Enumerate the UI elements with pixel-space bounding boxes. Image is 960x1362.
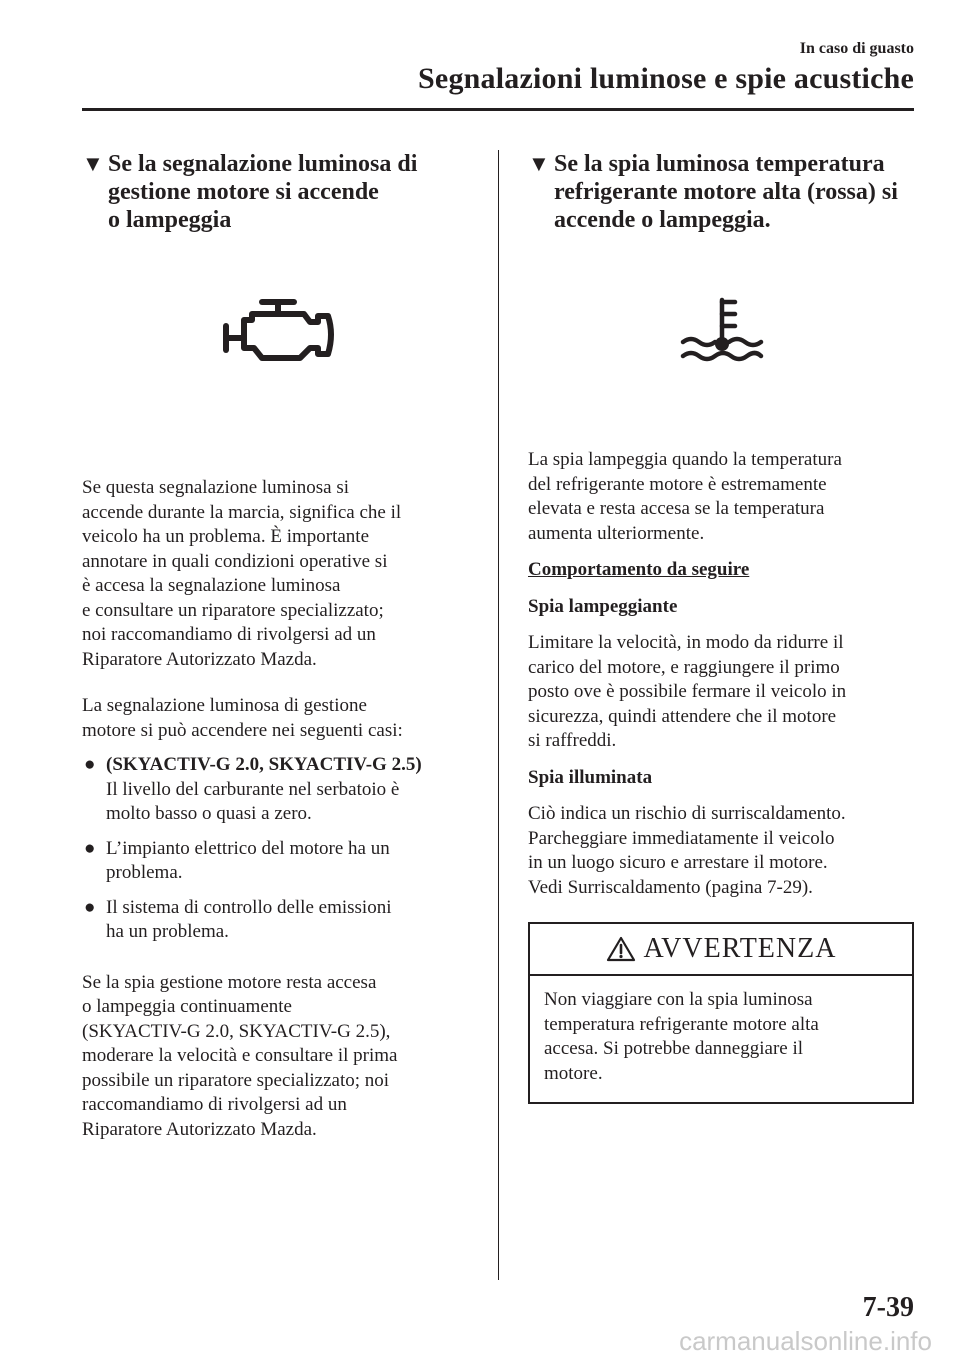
text-line: noi raccomandiamo di rivolgersi ad un (82, 624, 376, 645)
warning-label: AVVERTENZA (643, 933, 837, 964)
text-line: elevata e resta accesa se la temperatura (528, 498, 825, 519)
right-column (528, 150, 916, 1104)
engine-check-icon (222, 294, 342, 374)
coolant-icon-box (528, 234, 916, 434)
text-line: possibile un riparatore specializzato; noi (82, 1069, 390, 1091)
bullet-icon: ● (84, 754, 96, 775)
text-line: Il livello del carburante nel serbatoio è (106, 778, 400, 800)
text-line: del refrigerante motore è estremamente (528, 473, 827, 495)
left-paragraph-3 (82, 971, 482, 1143)
engine-icon-box (82, 234, 482, 434)
header-chapter: In caso di guasto (799, 40, 914, 57)
text-line: La segnalazione luminosa di gestione (82, 695, 367, 716)
list-item (82, 896, 482, 945)
text-line: ha un problema. (106, 921, 229, 942)
left-column (82, 150, 482, 1142)
text-line: è accesa la segnalazione luminosa (82, 575, 341, 596)
title-line: refrigerante motore alta (rossa) si (554, 179, 898, 205)
section-marker-icon: ▼ (82, 151, 104, 176)
right-paragraph-1 (528, 448, 916, 546)
bullet-bold-line: (SKYACTIV-G 2.0, SKYACTIV-G 2.5) (106, 754, 422, 775)
column-divider (498, 150, 499, 1280)
text-line: si raffreddi. (528, 730, 617, 751)
text-line: motore si può accendere nei seguenti casi: (82, 719, 403, 741)
text-line: Vedi Surriscaldamento (pagina 7-29). (528, 876, 813, 898)
text-line: Se questa segnalazione luminosa si (82, 477, 349, 498)
warning-body (530, 976, 912, 1102)
text-line: Il sistema di controllo delle emissioni (106, 896, 392, 918)
list-item (82, 837, 482, 886)
text-line: La spia lampeggia quando la temperatura (528, 449, 842, 470)
text-line: temperatura refrigerante motore alta (544, 1013, 819, 1035)
lit-paragraph (528, 802, 916, 900)
text-line: carico del motore, e raggiungere il primo (528, 656, 840, 678)
title-line: o lampeggia (108, 207, 232, 233)
watermark: carmanualsonline.info (679, 1326, 932, 1356)
text-line: e consultare un riparatore specializzato; (82, 599, 384, 621)
warning-triangle-icon (606, 935, 636, 963)
bullet-icon: ● (84, 896, 96, 918)
lit-heading: Spia illuminata (528, 766, 653, 788)
text-line: Parcheggiare immediatamente il veicolo (528, 827, 835, 849)
text-line: aumenta ulteriormente. (528, 522, 705, 544)
flashing-paragraph (528, 631, 916, 754)
behavior-heading: Comportamento da seguire (528, 559, 750, 580)
text-line: Limitare la velocità, in modo da ridurre il (528, 632, 844, 653)
text-line: Non viaggiare con la spia luminosa (544, 989, 813, 1010)
text-line: in un luogo sicuro e arrestare il motore. (528, 852, 828, 873)
text-line: L’impianto elettrico del motore ha un (106, 837, 390, 859)
left-paragraph-2 (82, 694, 482, 743)
text-line: motore. (544, 1062, 603, 1084)
text-line: (SKYACTIV-G 2.0, SKYACTIV-G 2.5), (82, 1020, 391, 1042)
section-marker-icon: ▼ (528, 151, 550, 176)
text-line: sicurezza, quindi attendere che il motore (528, 705, 837, 727)
header-rule (82, 108, 914, 111)
title-line: gestione motore si accende (108, 179, 379, 205)
left-paragraph-1 (82, 476, 482, 672)
header-title: Segnalazioni luminose e spie acustiche (418, 62, 914, 95)
title-line: Se la segnalazione luminosa di (108, 151, 418, 177)
warning-box (528, 922, 914, 1104)
bullet-icon: ● (84, 837, 96, 859)
text-line: accende durante la marcia, significa che il (82, 501, 402, 523)
text-line: veicolo ha un problema. È importante (82, 526, 370, 547)
flashing-heading: Spia lampeggiante (528, 595, 678, 617)
title-line: Se la spia luminosa temperatura (554, 151, 885, 177)
right-section-title (528, 150, 916, 234)
text-line: annotare in quali condizioni operative si (82, 550, 388, 572)
list-item (82, 753, 482, 827)
text-line: o lampeggia continuamente (82, 996, 292, 1017)
text-line: Riparatore Autorizzato Mazda. (82, 1118, 317, 1140)
text-line: accesa. Si potrebbe danneggiare il (544, 1038, 804, 1059)
title-line: accende o lampeggia. (554, 207, 771, 233)
warning-header (530, 924, 912, 976)
text-line: molto basso o quasi a zero. (106, 803, 312, 824)
text-line: raccomandiamo di rivolgersi ad un (82, 1094, 347, 1115)
text-line: Ciò indica un rischio di surriscaldamento. (528, 803, 846, 824)
left-section-title (82, 150, 482, 234)
bullet-list (82, 753, 482, 945)
text-line: problema. (106, 862, 183, 883)
coolant-temperature-icon (677, 292, 767, 376)
text-line: Se la spia gestione motore resta accesa (82, 971, 377, 993)
text-line: moderare la velocità e consultare il prima (82, 1045, 398, 1066)
page-number: 7-39 (862, 1292, 914, 1323)
text-line: posto ove è possibile fermare il veicolo in (528, 681, 847, 702)
text-line: Riparatore Autorizzato Mazda. (82, 648, 317, 670)
